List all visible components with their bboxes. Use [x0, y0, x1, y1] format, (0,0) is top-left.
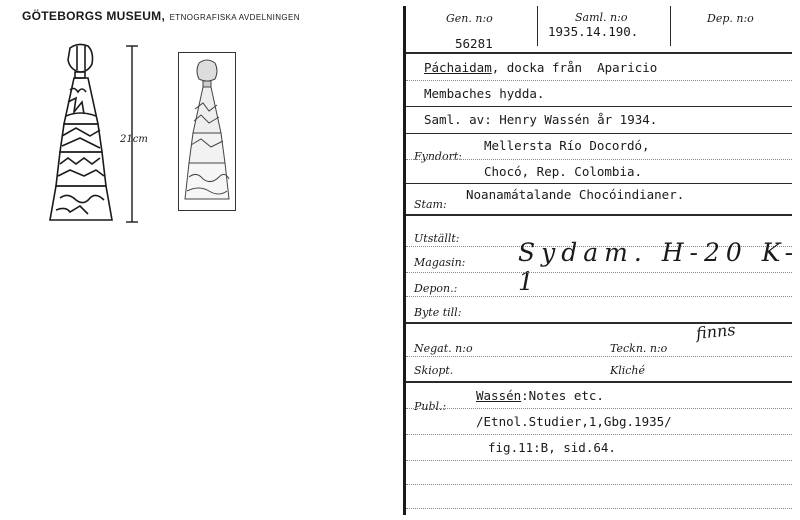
- rule-collector: [406, 133, 792, 134]
- description-line2: Membaches hydda.: [424, 86, 545, 101]
- doll-photo: [178, 52, 236, 211]
- fyndort-label: Fyndort:: [414, 150, 462, 163]
- saml-dep-separator: [670, 6, 671, 46]
- skiopt-label: Skiopt.: [414, 364, 454, 377]
- publ-line2: /Etnol.Studier,1,Gbg.1935/: [476, 414, 672, 429]
- department-name: ETNOGRAFISKA AVDELNINGEN: [169, 13, 300, 22]
- gen-saml-separator: [537, 6, 538, 46]
- publ-line1: [476, 388, 604, 403]
- stam-label: Stam:: [414, 198, 447, 211]
- fyndort-line2: Chocó, Rep. Colombia.: [484, 164, 643, 179]
- museum-header: [22, 7, 300, 25]
- negat-label: Negat. n:o: [414, 342, 473, 355]
- rule-publ-1: [406, 408, 792, 409]
- rule-desc-1: [406, 80, 792, 81]
- rule-top: [406, 52, 792, 54]
- byte-label: Byte till:: [414, 306, 462, 319]
- museum-name: GÖTEBORGS MUSEUM,: [22, 9, 166, 23]
- utstallt-label: Utställt:: [414, 232, 460, 245]
- publ-author: Wassén: [476, 388, 522, 403]
- depon-label: Depon.:: [414, 282, 458, 295]
- rule-magasin: [406, 272, 792, 273]
- magasin-label: Magasin:: [414, 256, 466, 269]
- rule-publ-4: [406, 484, 792, 485]
- description-line1: [424, 60, 657, 75]
- kliche-label: Kliché: [610, 364, 646, 377]
- rule-publ-5: [406, 508, 792, 509]
- rule-publ-2: [406, 434, 792, 435]
- stam-value: Noanamátalande Chocóindianer.: [466, 187, 685, 202]
- rule-publ-3: [406, 460, 792, 461]
- gen-no-label: Gen. n:o: [446, 12, 493, 25]
- rule-skiopt: [406, 381, 792, 383]
- description-line1-rest: , docka från Aparicio: [491, 60, 658, 75]
- saml-no-value: 1935.14.190.: [548, 24, 639, 39]
- magasin-value: Sydam. H-20 K-1: [518, 238, 800, 296]
- rule-stam: [406, 214, 792, 216]
- saml-no-label: Saml. n:o: [575, 11, 628, 24]
- publ-line3: fig.11:B, sid.64.: [488, 440, 616, 455]
- gen-no-value: 56281: [455, 36, 493, 51]
- teckn-label: Teckn. n:o: [610, 342, 668, 355]
- card-left-rule: [403, 6, 406, 515]
- rule-negat: [406, 356, 792, 357]
- collector: Saml. av: Henry Wassén år 1934.: [424, 112, 658, 127]
- fyndort-line1: Mellersta Río Docordó,: [484, 138, 650, 153]
- publ-line1-rest: :Notes etc.: [521, 388, 604, 403]
- dep-no-label: Dep. n:o: [707, 12, 754, 25]
- object-name: Páchaidam: [424, 60, 492, 75]
- rule-desc-2: [406, 106, 792, 107]
- teckn-value: finns: [695, 319, 737, 344]
- rule-depon: [406, 296, 792, 297]
- rule-fyndort-2: [406, 183, 792, 184]
- rule-fyndort-1: [406, 159, 792, 160]
- scale-label: 21cm: [120, 134, 148, 145]
- publ-label: Publ.:: [414, 400, 447, 413]
- doll-photo-icon: [179, 53, 235, 210]
